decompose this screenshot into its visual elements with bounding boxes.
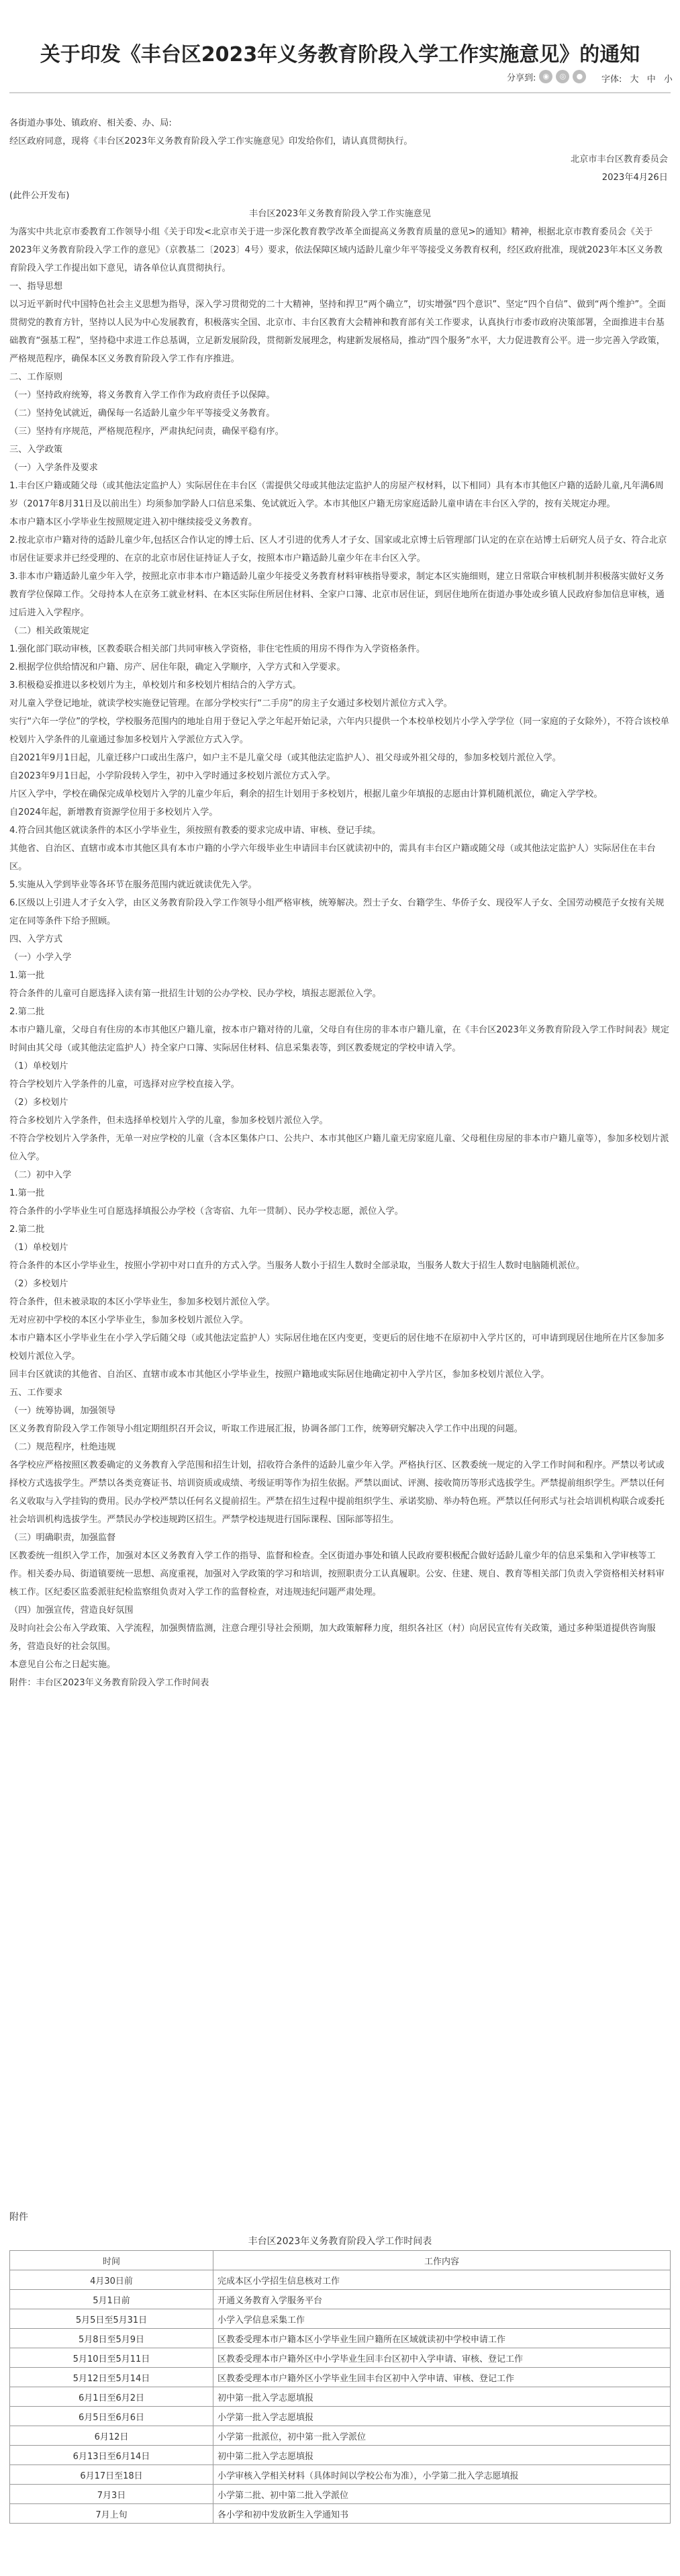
doc-paragraph: （一）统筹协调，加强领导: [9, 1406, 116, 1416]
doc-paragraph: 一、指导思想: [9, 281, 63, 292]
cell-content: 初中第二批入学志愿填报: [213, 2446, 671, 2465]
doc-paragraph: （四）加强宣传，营造良好氛围: [9, 1605, 134, 1615]
doc-paragraph: （二）初中入学: [9, 1170, 72, 1180]
doc-paragraph: （一）坚持政府统筹，将义务教育入学工作作为政府责任予以保障。: [9, 390, 275, 400]
column-header-time: 时间: [10, 2251, 213, 2270]
doc-paragraph: 实行“六年一学位”的学校，学校服务范围内的地址自用于登记入学之年起开始记录，六年内只提供一个本校单校划片小学入学学位（同一家庭的子女除外），不符合该校单校划片入学条件的儿童通过参加多校划片入学派位方式入学。: [9, 717, 669, 745]
doc-paragraph: （二）相关政策规定: [9, 626, 89, 636]
wechat-share-icon[interactable]: ◉: [539, 70, 552, 83]
doc-paragraph: （1）单校划片: [9, 1061, 68, 1071]
font-size-large[interactable]: 大: [630, 75, 639, 85]
share-label: 分享到:: [507, 73, 536, 83]
font-size-medium[interactable]: 中: [646, 75, 656, 85]
table-row: [10, 2465, 671, 2485]
column-header-content: 工作内容: [213, 2251, 671, 2270]
doc-paragraph: 附件：丰台区2023年义务教育阶段入学工作时间表: [9, 1678, 209, 1688]
doc-paragraph: 二、工作原则: [9, 372, 63, 382]
doc-paragraph: 自2023年9月1日起，小学阶段转入学生，初中入学时通过多校划片派位方式入学。: [9, 771, 336, 781]
table-row: [10, 2309, 671, 2329]
doc-paragraph: 5.实施从入学到毕业等各环节在服务范围内就近就读优先入学。: [9, 880, 257, 890]
doc-paragraph: 五、工作要求: [9, 1388, 63, 1398]
cell-content: 初中第一批入学志愿填报: [213, 2387, 671, 2407]
schedule-table: [9, 2250, 671, 2524]
cell-content: 区教委受理本市户籍本区小学毕业生回户籍所在区域就读初中学校申请工作: [213, 2329, 671, 2348]
doc-paragraph: 回丰台区就读的其他省、自治区、直辖市或本市其他区小学毕业生，按照户籍地或实际居住地确定初中入学片区，参加多校划片派位入学。: [9, 1370, 550, 1380]
annex-label: 附件: [9, 2212, 28, 2223]
doc-paragraph: 1.第一批: [9, 971, 45, 981]
cell-time: 6月17日至18日: [10, 2465, 213, 2485]
weibo-share-icon[interactable]: ◎: [556, 70, 569, 83]
cell-time: 6月12日: [10, 2426, 213, 2446]
doc-paragraph: 4.符合回其他区就读条件的本区小学毕业生，须按照有教委的要求完成申请、审核、登记手续。: [9, 826, 381, 836]
cell-time: 5月10日至5月11日: [10, 2348, 213, 2368]
doc-paragraph: 区义务教育阶段入学工作领导小组定期组织召开会议，听取工作进展汇报，协调各部门工作，统筹研究解决入学工作中出现的问题。: [9, 1424, 523, 1434]
table-row: [10, 2426, 671, 2446]
doc-paragraph: 其他省、自治区、直辖市或本市其他区具有本市户籍的小学六年级毕业生申请回丰台区就读初中的，需具有丰台区户籍或随父母（或其他法定监护人）实际居住在丰台区。: [9, 844, 656, 872]
doc-paragraph: （二）规范程序，杜绝违规: [9, 1442, 116, 1452]
font-size-control: [601, 72, 673, 85]
doc-paragraph: 3.非本市户籍适龄儿童少年入学，按照北京市非本市户籍适龄儿童少年接受义务教育材料审核指导要求，制定本区实施细则，建立日常联合审核机制并积极落实做好义务教育学位保障工作。父母持本人在京务工就业材料、在本区实际住所居住材料、全家户口簿、北京市居住证，到居住地所在街道办事处或乡镇人民政府参加信息审核，通过后进入入学程序。: [9, 572, 665, 618]
table-row: [10, 2270, 671, 2290]
table-row: [10, 2504, 671, 2524]
doc-paragraph: 及时向社会公布入学政策、入学流程，加强舆情监测，注意合理引导社会预期，加大政策解释力度，组织各社区（村）向居民宣传有关政策，通过多种渠道提供咨询服务，营造良好的社会氛围。: [9, 1624, 656, 1652]
table-header-row: [10, 2251, 671, 2270]
cell-time: 5月1日前: [10, 2290, 213, 2309]
doc-paragraph: （2）多校划片: [9, 1098, 68, 1108]
cell-content: 小学第二批、初中第二批入学派位: [213, 2485, 671, 2504]
cell-time: 6月5日至6月6日: [10, 2407, 213, 2426]
cell-content: 小学入学信息采集工作: [213, 2309, 671, 2329]
doc-paragraph: 片区入学中，学校在确保完成单校划片入学的儿童少年后，剩余的招生计划用于多校划片，根据儿童少年填报的志愿由计算机随机派位，确定入学学校。: [9, 789, 603, 799]
cell-time: 5月12日至5月14日: [10, 2368, 213, 2387]
doc-paragraph: 符合条件的儿童可自愿选择入读有第一批招生计划的公办学校、民办学校，填报志愿派位入学。: [9, 989, 381, 999]
doc-paragraph: 以习近平新时代中国特色社会主义思想为指导，深入学习贯彻党的二十大精神，坚持和捍卫“两个确立”，切实增强“四个意识”、坚定“四个自信”、做到“两个维护”。全面贯彻党的教育方针，坚持以人民为中心发展教育，积极落实全国、北京市、丰台区教育大会精神和教育部有关工作要求，认真执行市委市政府决策部署，全面推进丰台基础教育“强基工程”，坚持稳中求进工作总基调，立足新发展阶段，贯彻新发展理念，构建新发展格局，推动“四个服务”水平，大力促进教育公平。进一步完善入学政策，严格规范程序，确保本区义务教育阶段入学工作有序推进。: [9, 300, 666, 364]
doc-paragraph: 2.根据学位供给情况和户籍、房产、居住年限，确定入学顺序，入学方式和入学要求。: [9, 662, 346, 672]
doc-paragraph: 符合条件的小学毕业生可自愿选择填报公办学校（含寄宿、九年一贯制）、民办学校志愿，派位入学。: [9, 1206, 403, 1216]
qq-share-icon[interactable]: ●: [573, 70, 586, 83]
cell-content: 小学第一批入学志愿填报: [213, 2407, 671, 2426]
article-body: [9, 114, 671, 1692]
doc-paragraph: 各学校应严格按照区教委确定的义务教育入学范围和招生计划，招收符合条件的适龄儿童少年入学。严格执行区、区教委统一规定的入学工作时间和程序。严禁以考试或择校方式选拔学生。严禁以各类竞赛证书、培训资质或成绩、考级证明等作为招生依据。严禁以面试、评测、接收简历等形式选拔学生。严禁提前组织学生。严禁以任何名义收取与入学挂钩的费用。民办学校严禁以任何名义提前招生。严禁在招生过程中提前组织学生、承诺奖励、举办特色班。严禁以任何形式与社会培训机构联合或委托社会培训机构选拔学生。严禁民办学校违规跨区招生。严禁学校违规进行国际课程、国际部等招生。: [9, 1460, 665, 1525]
doc-paragraph: 1.第一批: [9, 1188, 45, 1198]
doc-paragraph: 本意见自公布之日起实施。: [9, 1660, 116, 1670]
doc-paragraphs: [9, 223, 671, 1692]
doc-paragraph: 符合条件，但未被录取的本区小学毕业生，参加多校划片派位入学。: [9, 1297, 275, 1307]
notice-issuer: 北京市丰台区教育委员会: [570, 154, 668, 165]
doc-paragraph: 为落实中共北京市委教育工作领导小组《关于印发<北京市关于进一步深化教育教学改革全面提高义务教育质量的意见>的通知》精神，根据北京市教育委员会《关于2023年义务教育阶段入学工作的意见》（京教基二〔2023〕4号）要求，依法保障区域内适龄儿童少年平等接受义务教育权利，经区政府批准，现就2023年本区义务教育阶段入学工作提出如下意见，请各单位认真贯彻执行。: [9, 227, 663, 273]
share-bar: [507, 70, 586, 83]
cell-content: 完成本区小学招生信息核对工作: [213, 2270, 671, 2290]
table-row: [10, 2348, 671, 2368]
doc-paragraph: （三）明确职责，加强监督: [9, 1533, 116, 1543]
doc-paragraph: 四、入学方式: [9, 934, 63, 944]
doc-paragraph: 无对应初中学校的本区小学毕业生，参加多校划片派位入学。: [9, 1315, 249, 1325]
doc-paragraph: 三、入学政策: [9, 445, 63, 455]
font-size-small[interactable]: 小: [663, 75, 673, 85]
doc-paragraph: （1）单校划片: [9, 1243, 68, 1253]
doc-paragraph: （一）小学入学: [9, 952, 72, 963]
table-row: [10, 2407, 671, 2426]
doc-paragraph: 自2024年起，新增教育资源学位用于多校划片入学。: [9, 807, 218, 817]
doc-paragraph: 本市户籍本区小学毕业生按照规定进入初中继续接受义务教育。: [9, 517, 258, 527]
cell-time: 4月30日前: [10, 2270, 213, 2290]
doc-title: 丰台区2023年义务教育阶段入学工作实施意见: [249, 209, 431, 219]
cell-time: 6月13日至6月14日: [10, 2446, 213, 2465]
doc-paragraph: 对儿童入学登记地址，就读学校实施登记管理。在部分学校实行“二手房”的房主子女通过多校划片派位方式入学。: [9, 699, 452, 709]
cell-content: 各小学和初中发放新生入学通知书: [213, 2504, 671, 2524]
doc-paragraph: 自2021年9月1日起，儿童迁移户口或出生落户，如户主不是儿童父母（或其他法定监护人）、祖父母或外祖父母的，参加多校划片派位入学。: [9, 753, 561, 763]
cell-content: 小学审核入学相关材料（具体时间以学校公布为准），小学第二批入学志愿填报: [213, 2465, 671, 2485]
cell-content: 小学第一批派位，初中第一批入学派位: [213, 2426, 671, 2446]
cell-time: 7月上旬: [10, 2504, 213, 2524]
table-row: [10, 2329, 671, 2348]
doc-paragraph: （一）入学条件及要求: [9, 463, 98, 473]
doc-paragraph: （二）坚持免试就近，确保每一名适龄儿童少年平等接受义务教育。: [9, 408, 275, 418]
cell-content: 区教委受理本市户籍外区中小学毕业生回丰台区初中入学申请、审核、登记工作: [213, 2348, 671, 2368]
font-label: 字体:: [601, 75, 622, 85]
doc-paragraph: 区教委统一组织入学工作，加强对本区义务教育入学工作的指导、监督和检查。全区街道办事处和镇人民政府要积极配合做好适龄儿童少年的信息采集和入学审核等工作。相关委办局、街道镇要统一思想、高度重视，加强对入学政策的学习和培训，按照职责分工认真履职。公安、住建、规自、教育等相关部门负责入学资格相关材料审核工作。区纪委区监委派驻纪检监察组负责对入学工作的监督检查，对违规违纪问题严肃处理。: [9, 1551, 665, 1597]
cell-content: 开通义务教育入学服务平台: [213, 2290, 671, 2309]
notice-body: 经区政府同意，现将《丰台区2023年义务教育阶段入学工作实施意见》印发给你们，请认真贯彻执行。: [9, 136, 413, 146]
table-row: [10, 2485, 671, 2504]
table-row: [10, 2446, 671, 2465]
doc-paragraph: 1.强化部门联动审核，区教委联合相关部门共同审核入学资格，非住宅性质的用房不得作为入学资格条件。: [9, 644, 426, 654]
doc-paragraph: 本市户籍本区小学毕业生在小学入学后随父母（或其他法定监护人）实际居住地在区内变更，变更后的居住地不在原初中入学片区的，可申请到现居住地所在片区参加多校划片派位入学。: [9, 1333, 665, 1362]
doc-paragraph: 6.区级以上引进人才子女入学，由区义务教育阶段入学工作领导小组严格审核，统筹解决。烈士子女、台籍学生、华侨子女、现役军人子女、全国劳动模范子女按有关规定在同等条件下给予照顾。: [9, 898, 665, 926]
doc-paragraph: 2.第二批: [9, 1007, 45, 1017]
doc-paragraph: （三）坚持有序规范，严格规范程序，严肃执纪问责，确保平稳有序。: [9, 427, 284, 437]
doc-paragraph: 2.按北京市户籍对待的适龄儿童少年,包括区合作认定的博士后、区人才引进的优秀人才子女、国家或北京博士后管理部门认定的在京在站博士后研究人员子女、符合北京市居住证要求并已经受理的、在京的北京市居住证持证人子女，按照本市户籍适龄儿童少年在丰台区入学。: [9, 535, 667, 564]
doc-paragraph: 1.丰台区户籍或随父母（或其他法定监护人）实际居住在丰台区（需提供父母或其他法定监护人的房屋产权材料，以下相同）具有本市其他区户籍的适龄儿童,凡年满6周岁（2017年8月31日及以前出生）均须参加学龄人口信息采集、免试就近入学。本市其他区户籍无房家庭适龄儿童申请在丰台区入学的，按有关规定办理。: [9, 481, 664, 509]
doc-paragraph: 本市户籍儿童，父母自有住房的本市其他区户籍儿童，按本市户籍对待的儿童，父母自有住房的非本市户籍儿童，在《丰台区2023年义务教育阶段入学工作时间表》规定时间由其父母（或其他法定监护人）持全家户口簿、实际居住材料、信息采集表等，到区教委规定的学校申请入学。: [9, 1025, 670, 1053]
doc-paragraph: 不符合学校划片入学条件，无单一对应学校的儿童（含本区集体户口、公共户、本市其他区户籍儿童无房家庭儿童、父母租住房屋的非本市户籍儿童等），参加多校划片派位入学。: [9, 1134, 669, 1162]
table-row: [10, 2387, 671, 2407]
doc-paragraph: 2.第二批: [9, 1225, 45, 1235]
cell-content: 区教委受理本市户籍外区小学毕业生回丰台区初中入学申请、审核、登记工作: [213, 2368, 671, 2387]
title-divider: [9, 92, 671, 93]
page-title: 关于印发《丰台区2023年义务教育阶段入学工作实施意见》的通知: [40, 43, 640, 66]
notice-date: 2023年4月26日: [601, 173, 668, 183]
doc-paragraph: 3.积极稳妥推进以多校划片为主，单校划片和多校划片相结合的入学方式。: [9, 680, 301, 691]
doc-paragraph: 符合多校划片入学条件，但未选择单校划片入学的儿童，参加多校划片派位入学。: [9, 1116, 328, 1126]
doc-paragraph: 符合条件的本区小学毕业生，按照小学初中对口直升的方式入学。当服务人数小于招生人数时全部录取，当服务人数大于招生人数时电脑随机派位。: [9, 1261, 585, 1271]
table-row: [10, 2290, 671, 2309]
cell-time: 5月5日至5月31日: [10, 2309, 213, 2329]
cell-time: 7月3日: [10, 2485, 213, 2504]
table-row: [10, 2368, 671, 2387]
cell-time: 5月8日至5月9日: [10, 2329, 213, 2348]
doc-paragraph: 符合学校划片入学条件的儿童，可选择对应学校直接入学。: [9, 1079, 240, 1090]
public-note: (此件公开发布): [9, 191, 70, 201]
table-title: 丰台区2023年义务教育阶段入学工作时间表: [248, 2236, 432, 2247]
notice-recipients: 各街道办事处、镇政府、相关委、办、局:: [9, 118, 172, 128]
doc-paragraph: （2）多校划片: [9, 1279, 68, 1289]
cell-time: 6月1日至6月2日: [10, 2387, 213, 2407]
